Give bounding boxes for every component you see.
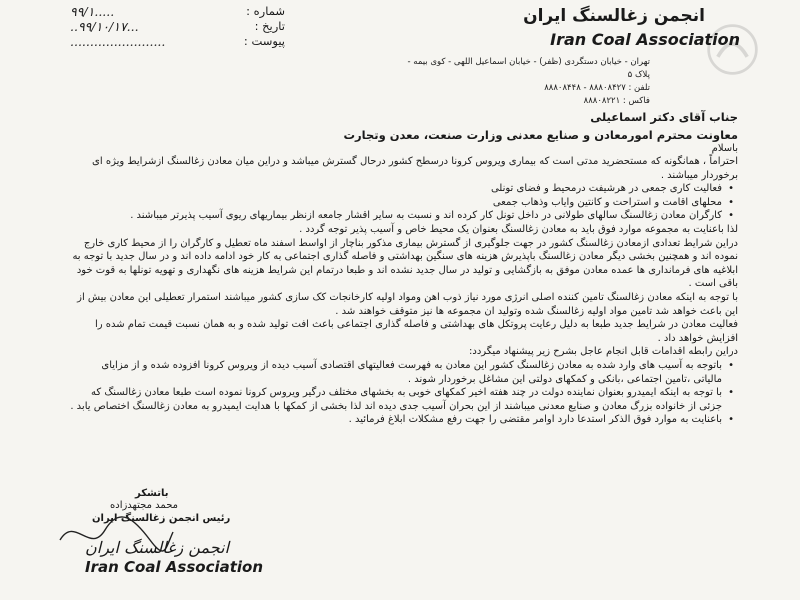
attachment-label: پیوست : bbox=[243, 34, 285, 48]
number-value: ۹۹/۱..... bbox=[70, 4, 115, 19]
date-row bbox=[70, 19, 285, 34]
bullet-item: • با توجه به اینکه ایمیدرو بعنوان نماینده دولت در چند هفته اخیر کمکهای خوبی به بخشهای مختلف درگیر ویروس کرونا نموده است طبعا معادن زغالسنگ که جزئی از خانواده بزرگ معادن و صنایع معدنی میباشند از این بحران آسیب جدی دیده اند لذا بخشی از کمکها با هدایت ایمیدرو به معادن زغالسنگ اختصاص یابد . bbox=[70, 386, 738, 413]
addressee-name: جناب آقای دکتر اسماعیلی bbox=[590, 110, 738, 124]
addressee bbox=[343, 108, 738, 144]
paragraph: لذا باعنایت به مجموعه موارد فوق باید به معادن زغالسنگ بعنوان یک محیط خاص و آسیب پذیر توجه گردد . bbox=[299, 223, 738, 235]
association-name-fa: انجمن زغالسنگ ایران bbox=[523, 6, 705, 26]
bullet-item: • باتوجه به آسیب های وارد شده به معادن زغالسنگ کشور این معادن به فهرست فعالیتهای اقتصادی آسیب دیده از ویروس کرونا افزوده شده و از مزایای مالیاتی ،تامین اجتماعی ،بانکی و کمکهای دولتی این مشاغل برخوردار شوند . bbox=[70, 359, 738, 386]
addressee-title: معاونت محترم امورمعادن و صنایع معدنی وزارت صنعت، معدن وتجارت bbox=[343, 128, 738, 142]
bullet-item: • کارگران معادن زغالسنگ سالهای طولانی در داخل تونل کار کرده اند و نسبت به سایر اقشار جامعه ازنظر بیماریهای ریوی آسیب پذیرتر میباشند . bbox=[70, 209, 738, 223]
signer-title: رئیس انجمن زغالسنگ ایران bbox=[92, 513, 231, 524]
stamp-name-en: Iran Coal Association bbox=[85, 558, 264, 576]
letter-body bbox=[70, 155, 738, 427]
fax-line: فاکس : ۸۸۸۰۸۲۲۱ bbox=[583, 96, 650, 106]
number-label: شماره : bbox=[246, 4, 285, 18]
association-contact bbox=[390, 56, 650, 108]
bullet-item: • محلهای اقامت و استراحت و کانتین وایاب وذهاب جمعی bbox=[70, 196, 738, 210]
bullet-item: • فعالیت کاری جمعی در هرشیفت درمحیط و فضای تونلی bbox=[70, 182, 738, 196]
closing: باتشکر bbox=[135, 488, 169, 499]
greeting: باسلام bbox=[711, 143, 738, 154]
phone-line: تلفن : ۸۸۸۰۸۴۲۷ - ۸۸۸۰۸۴۴۸ bbox=[544, 83, 650, 93]
number-row bbox=[70, 4, 285, 19]
signer-name: محمد مجتهدزاده bbox=[110, 500, 179, 511]
stamp-name-fa: انجمن زغالسنگ ایران bbox=[85, 538, 230, 557]
address-line: تهران - خیابان دستگردی (ظفر) - خیابان اسماعیل اللهی - کوی بیمه - پلاک ۵ bbox=[407, 57, 650, 80]
paragraph: دراین شرایط تعدادی ازمعادن زغالسنگ کشور در جهت جلوگیری از گسترش بیماری مذکور بناچار از اواسط اسفند ماه تعطیل و کارگران را از محیط کاری خارج نموده اند و همچنین بخشی دیگر معادن زغالسنگ باپذیرش هزینه های سنگین بهداشتی و فاصله گذاری اجتماعی به کار خود ادامه داده اند و در سال جدید با توجه به ابلاغیه های فرمانداری ها عمده معادن موفق به بازگشایی و تولید در سال جدید نشده اند و طبعا درتمام این شرایط هزینه های نگهداری و تهویه تونلها به قوت خود باقی است . bbox=[72, 237, 738, 290]
letter-meta bbox=[70, 4, 285, 49]
attachment-row bbox=[70, 34, 285, 49]
bullet-item: • باعنایت به موارد فوق الذکر استدعا دارد اوامر مقتضی را جهت رفع مشکلات ابلاغ فرمائید . bbox=[70, 413, 738, 427]
attachment-value: ........................ bbox=[70, 34, 166, 49]
date-label: تاریخ : bbox=[254, 19, 285, 33]
paragraph: با توجه به اینکه معادن زغالسنگ تامین کننده اصلی انرژی مورد نیاز ذوب اهن ومواد اولیه کارخانجات کک سازی کشور میباشند استمرار تعطیلی این معادن بیش از این باعث خواهد شد تامین مواد اولیه زغالسنگ شده وتولید ان مجموعه ها نیز متوقف خواهند شد . bbox=[77, 291, 738, 317]
paragraph-intro: احتراماً ، همانگونه که مستحضرید مدتی است که بیماری ویروس کرونا درسطح کشور درحال گسترش میباشد و دراین میان معادن زغالسنگ ازشرایط ویژه ای برخوردار میباشند . bbox=[92, 156, 738, 181]
date-value: ..۹۹/۱۰/۱۷... bbox=[70, 19, 139, 34]
paragraph: دراین رابطه اقدامات قابل انجام عاجل بشرح زیر پیشنهاد میگردد: bbox=[469, 346, 738, 358]
association-name-en: Iran Coal Association bbox=[550, 30, 740, 49]
paragraph: فعالیت معادن در شرایط جدید طبعا به دلیل رعایت پروتکل های بهداشتی و فاصله گذاری اجتماعی باعث افت تولید شده و به همان نسبت قیمت تمام شده را افزایش خواهد داد . bbox=[94, 319, 738, 344]
